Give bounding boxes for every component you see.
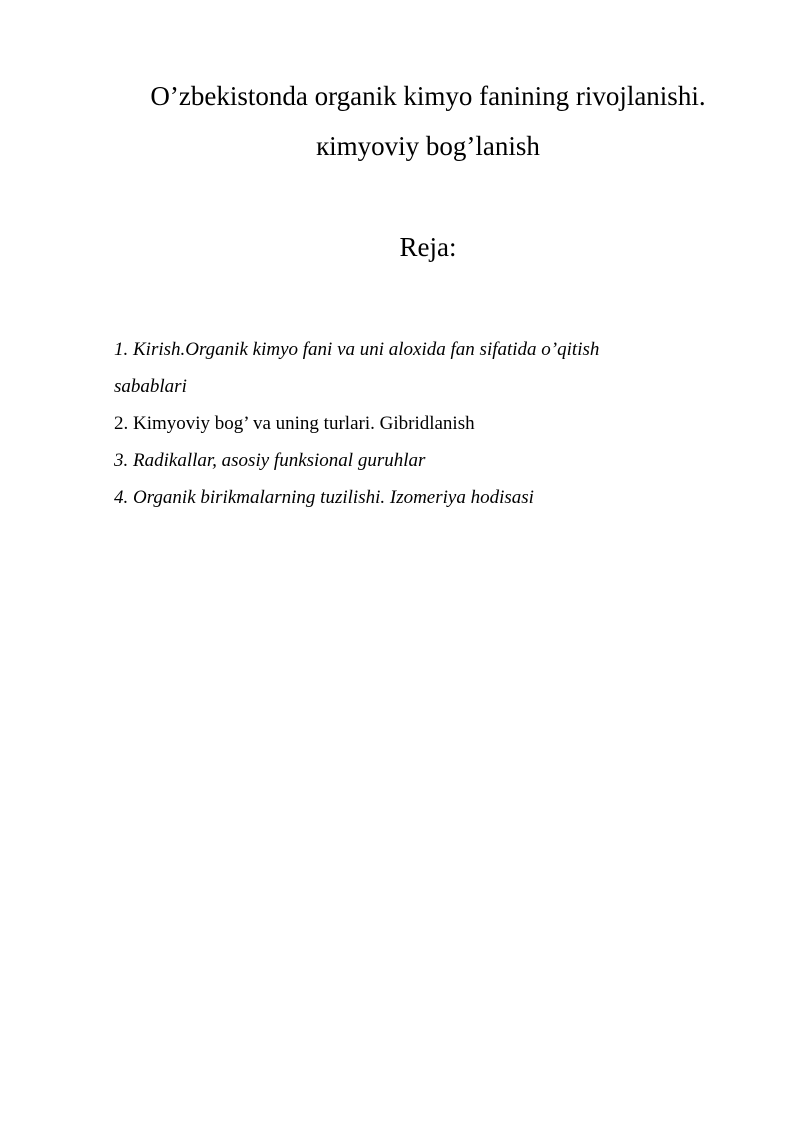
plan-item-2: 2. Kimyoviy bog’ va uning turlari. Gibridlanish bbox=[114, 413, 475, 434]
document-title-line-1: O’zbekistonda organik kimyo fanining rivojlanishi. bbox=[150, 81, 706, 111]
plan-item-1-line-2: sabablari bbox=[114, 376, 187, 397]
document-title-line-2: кimyoviy bog’lanish bbox=[316, 131, 540, 161]
plan-item-1-line-1: 1. Kirish.Organik kimyo fani va uni aloxida fan sifatida o’qitish bbox=[114, 339, 600, 360]
plan-heading: Reja: bbox=[399, 232, 457, 262]
plan-item-3: 3. Radikallar, asosiy funksional guruhlar bbox=[114, 450, 426, 471]
plan-list bbox=[114, 331, 714, 516]
plan-item-4: 4. Organik birikmalarning tuzilishi. Izomeriya hodisasi bbox=[114, 487, 534, 508]
